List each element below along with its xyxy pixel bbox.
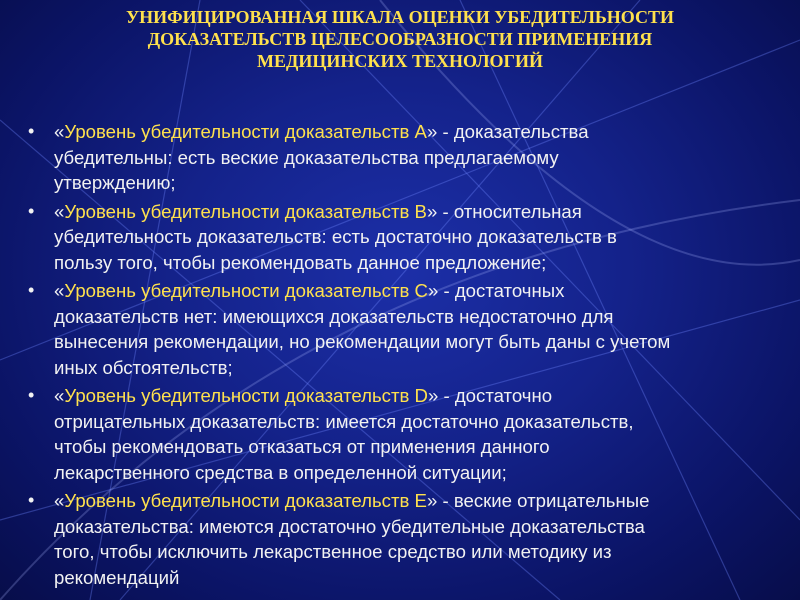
open-quote: « <box>54 200 65 222</box>
description-line: » - доказательства <box>426 121 589 142</box>
bullet-icon: • <box>28 121 35 141</box>
open-quote: « <box>54 490 65 511</box>
description-line: пользу того, чтобы рекомендовать данное предложение; <box>54 251 547 273</box>
description-line: того, чтобы исключить лекарственное средство или методику из <box>54 541 612 562</box>
description-line: отрицательных доказательств: имеется достаточно доказательств, <box>54 410 634 432</box>
level-name: Уровень убедительности доказательств А <box>64 121 427 142</box>
title-line-2: ДОКАЗАТЕЛЬСТВ ЦЕЛЕСООБРАЗНОСТИ ПРИМЕНЕНИЯ <box>147 29 653 49</box>
description-line: » - достаточно <box>427 385 553 406</box>
open-quote: « <box>54 121 65 142</box>
level-name: Уровень убедительности доказательств D <box>64 385 428 406</box>
level-name: Уровень убедительности доказательств С <box>64 280 428 301</box>
description-line: рекомендаций <box>54 566 180 588</box>
open-quote: « <box>54 280 65 301</box>
bullet-icon: • <box>28 385 35 405</box>
list-item <box>28 119 788 196</box>
title-line-3: МЕДИЦИНСКИХ ТЕХНОЛОГИЙ <box>257 51 543 71</box>
description-line: лекарственного средства в определенной ситуации; <box>54 461 507 483</box>
description-line: чтобы рекомендовать отказаться от применения данного <box>54 436 550 457</box>
title-line-1: УНИФИЦИРОВАННАЯ ШКАЛА ОЦЕНКИ УБЕДИТЕЛЬНОСТИ <box>125 7 675 27</box>
bullet-icon: • <box>28 200 35 221</box>
description-line: » - относительная <box>426 200 582 222</box>
bullet-icon: • <box>28 490 35 510</box>
list-item <box>28 383 788 485</box>
slide-title <box>60 6 740 72</box>
level-name: Уровень убедительности доказательств Е <box>64 490 427 511</box>
list-item <box>28 278 788 380</box>
description-line: убедительны: есть веские доказательства предлагаемому <box>54 146 559 168</box>
description-line: доказательств нет: имеющихся доказательств недостаточно для <box>54 305 614 327</box>
open-quote: « <box>54 385 65 406</box>
list-item <box>28 488 788 590</box>
description-line: иных обстоятельств; <box>54 356 233 378</box>
description-line: доказательства: имеются достаточно убедительные доказательства <box>54 515 645 537</box>
bullet-icon: • <box>28 280 35 300</box>
description-line: » - достаточных <box>427 280 565 301</box>
evidence-level-list <box>28 119 788 593</box>
description-line: вынесения рекомендации, но рекомендации могут быть даны с учетом <box>54 331 671 352</box>
level-name: Уровень убедительности доказательств В <box>64 200 427 222</box>
description-line: » - веские отрицательные <box>426 490 650 511</box>
description-line: убедительность доказательств: есть достаточно доказательств в <box>54 226 617 247</box>
list-item <box>28 199 788 276</box>
description-line: утверждению; <box>54 172 176 193</box>
